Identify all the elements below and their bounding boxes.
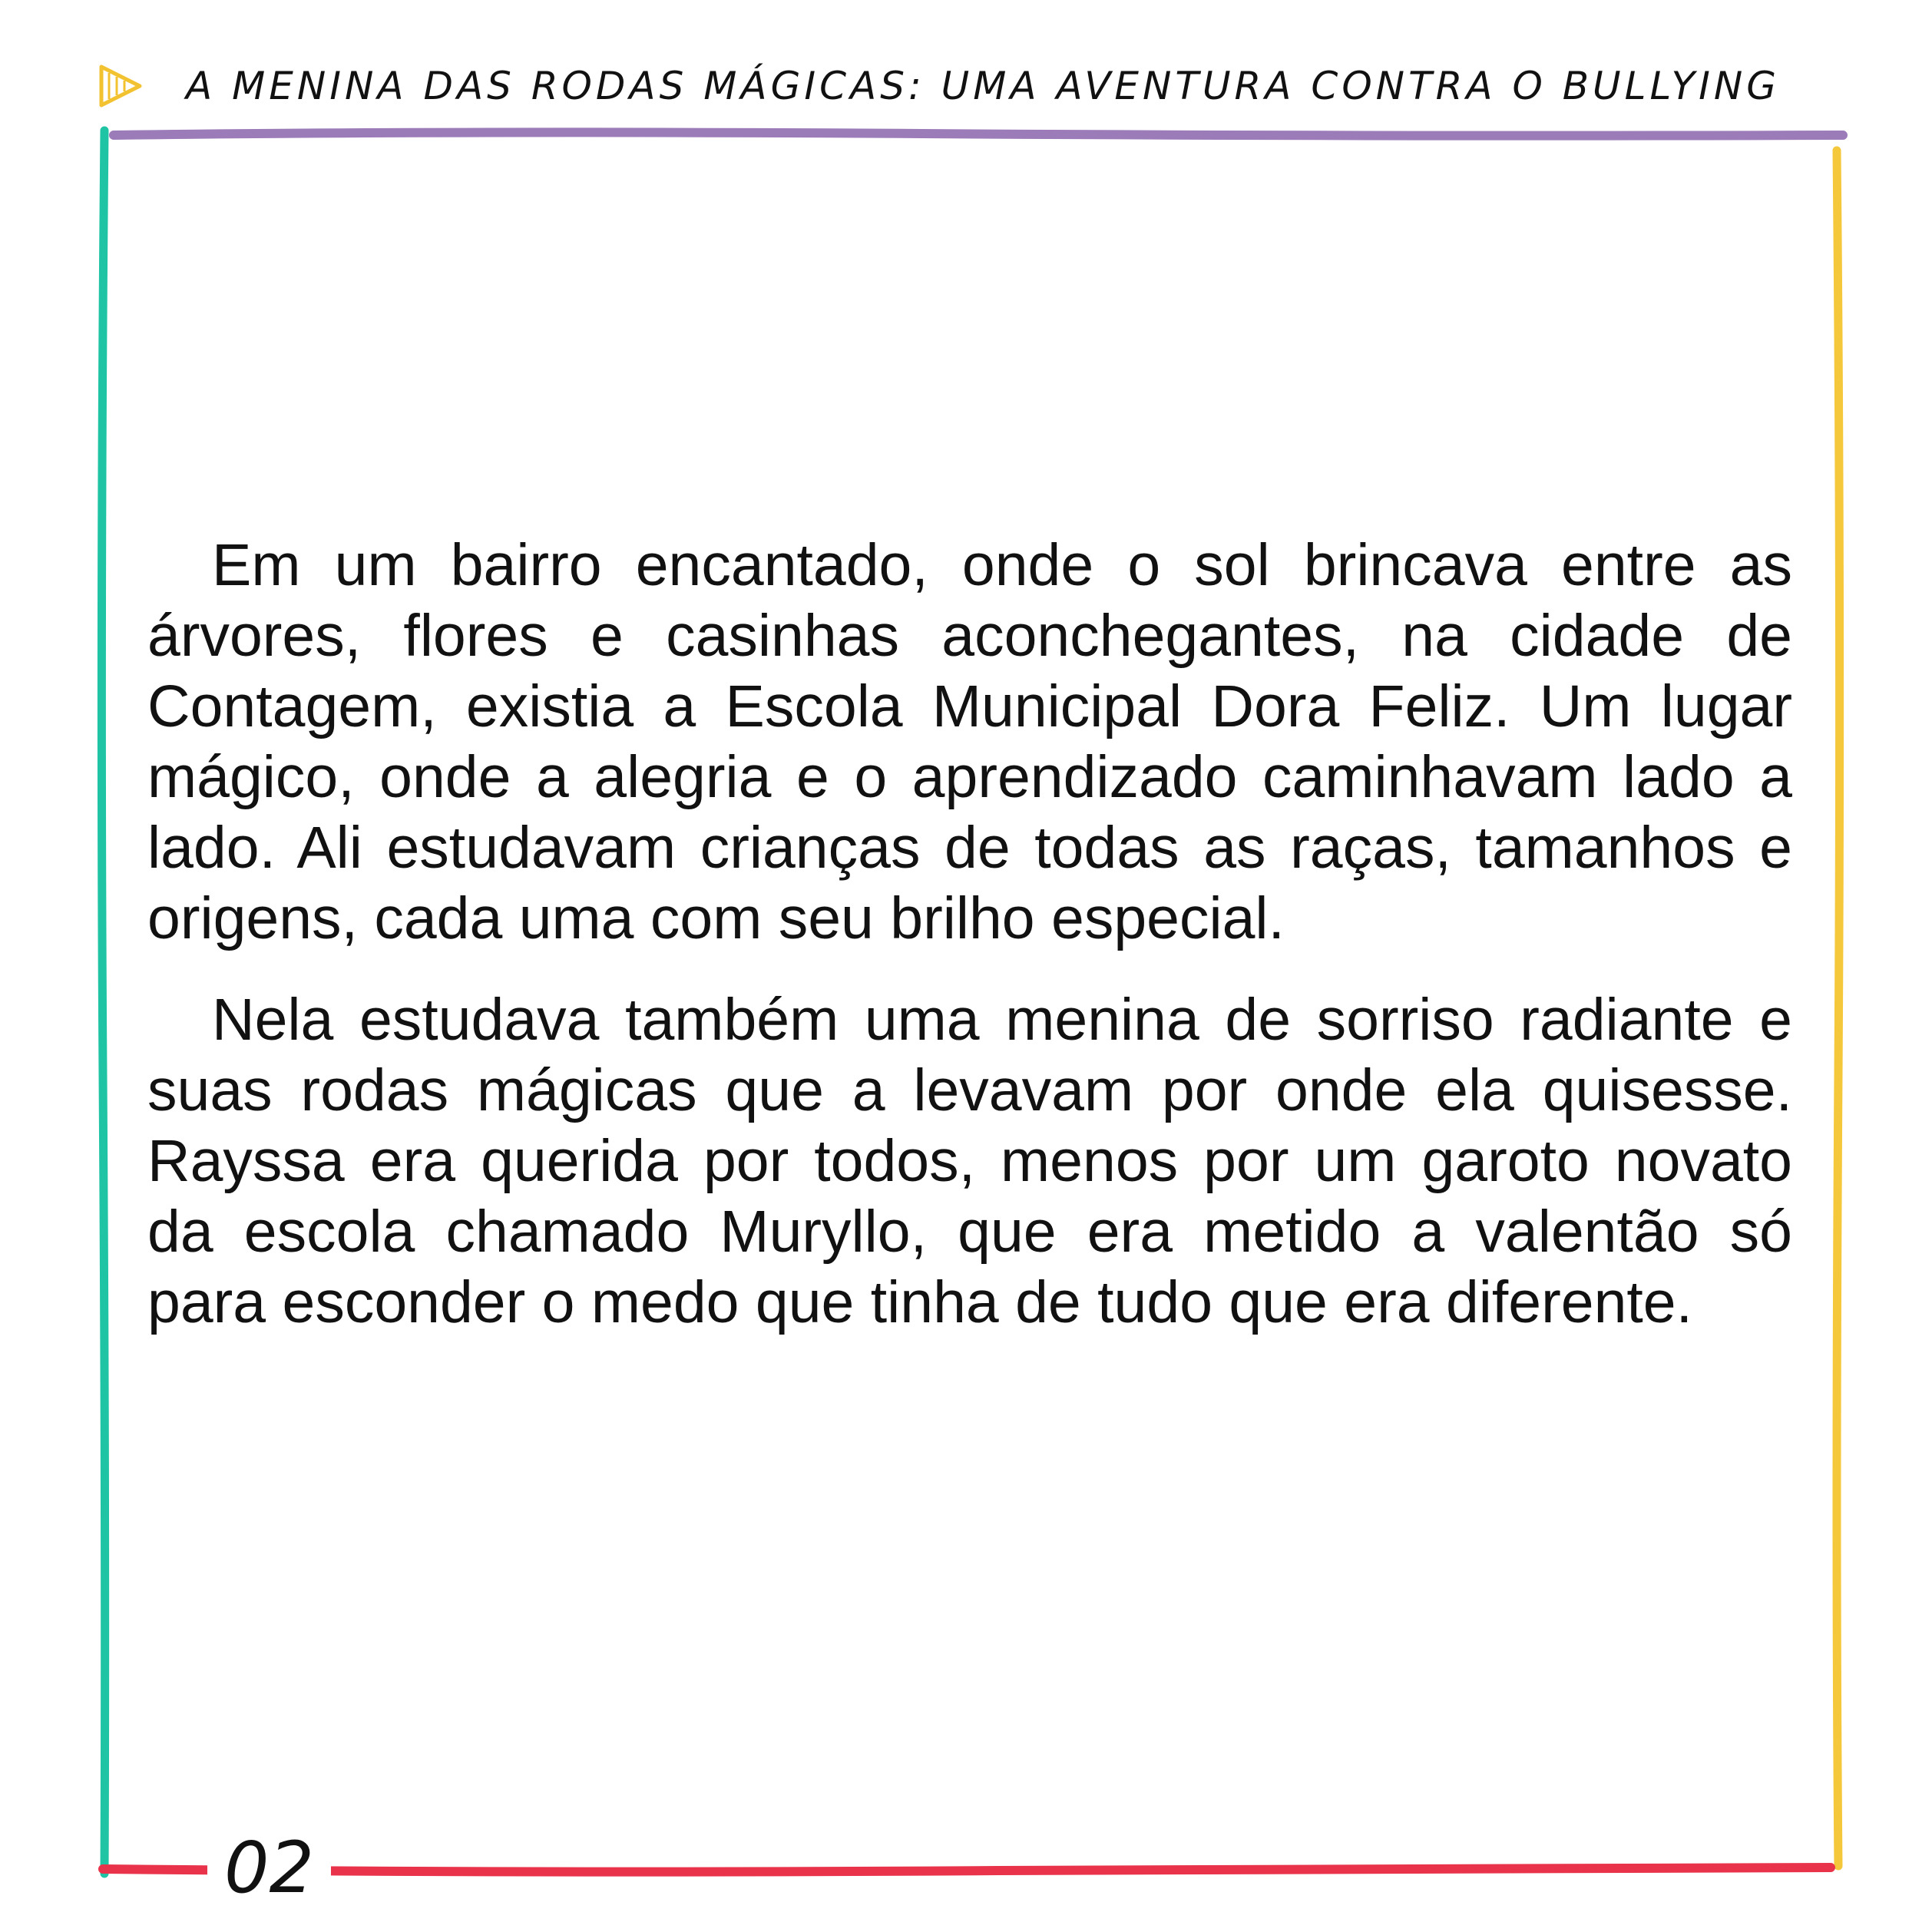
paragraph-1: Em um bairro encantado, onde o sol brincava entre as árvores, flores e casinhas aconchegantes, na cidade de Contagem, existia a Escola Municipal Dora Feliz. Um lugar mágico, onde a alegria e o aprendizado caminhavam lado a lado. Ali estudavam crianças de todas as raças, tamanhos e origens, cada uma com seu brilho especial.: [147, 532, 1792, 951]
book-title: A MENINA DAS RODAS MÁGICAS: UMA AVENTURA CONTRA O BULLYING: [186, 64, 1780, 108]
right-border-line: [1837, 151, 1840, 1866]
bottom-border-line: [103, 1867, 1831, 1872]
play-arrow-icon: [95, 61, 146, 111]
left-border-line: [101, 131, 104, 1874]
page-number: 02: [207, 1826, 331, 1910]
header: [95, 55, 1780, 117]
paragraph-2: Nela estudava também uma menina de sorriso radiante e suas rodas mágicas que a levavam por onde ela quisesse. Rayssa era querida por todos, menos por um garoto novato da escola chamado Muryllo, que era metido a valentão só para esconder o medo que tinha de tudo que era diferente.: [147, 987, 1792, 1335]
story-text: [147, 530, 1792, 1368]
top-border-line: [114, 132, 1843, 135]
